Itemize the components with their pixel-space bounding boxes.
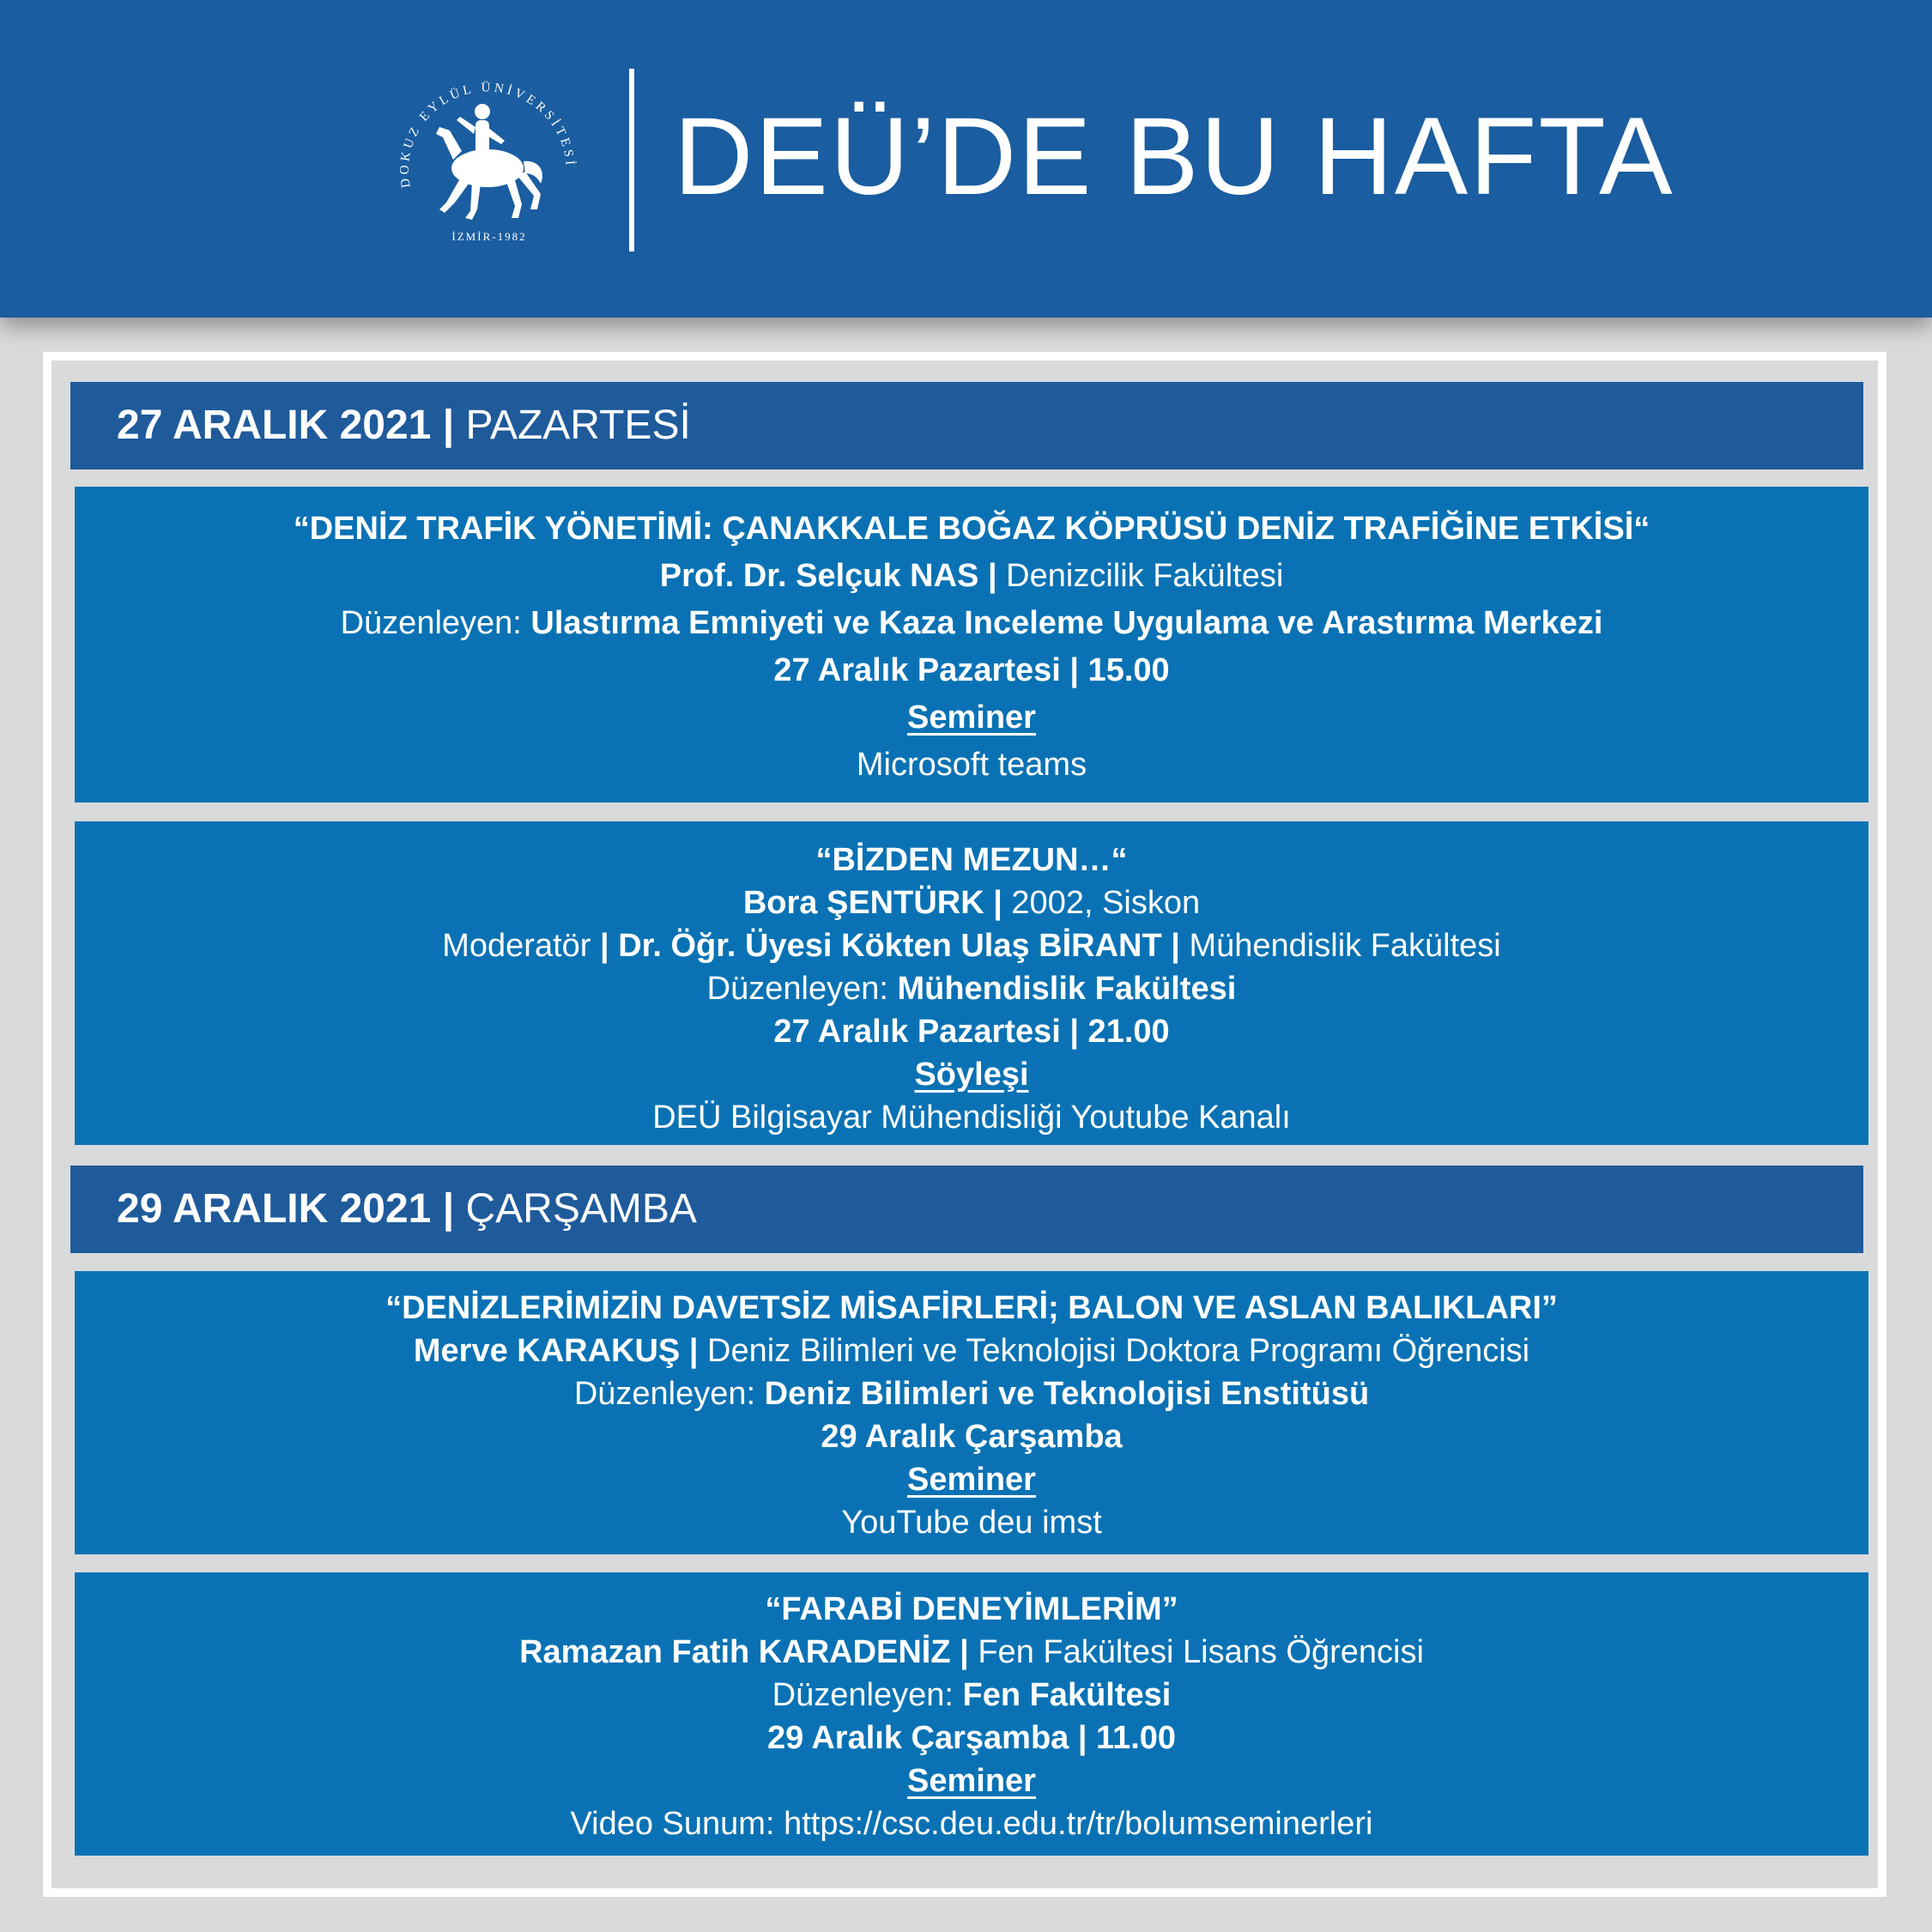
event-organizer-line — [75, 967, 1868, 1010]
logo-bottom-text: İZMİR-1982 — [451, 230, 527, 243]
event-speaker-line — [75, 553, 1868, 600]
moderator-affiliation: Mühendislik Fakültesi — [1189, 928, 1501, 964]
day-weekday: ÇARŞAMBA — [465, 1186, 697, 1232]
day-separator: | — [442, 1186, 455, 1232]
moderator-separator: | — [1171, 928, 1180, 964]
event-organizer: Ulastırma Emniyeti ve Kaza Inceleme Uygulama ve Arastırma Merkezi — [530, 605, 1603, 641]
event-speaker: Bora ŞENTÜRK — [742, 885, 984, 921]
event-organizer-line — [75, 1372, 1868, 1415]
speaker-separator: | — [688, 1333, 699, 1369]
event-affiliation: Deniz Bilimleri ve Teknolojisi Doktora Programı Öğrencisi — [707, 1333, 1530, 1369]
day-date: 27 ARALIK 2021 — [117, 403, 432, 448]
moderator-label: Moderatör — [442, 928, 591, 964]
event-moderator: Dr. Öğr. Üyesi Kökten Ulaş BİRANT — [618, 928, 1162, 964]
event-organizer: Fen Fakültesi — [962, 1677, 1172, 1713]
speaker-separator: | — [987, 558, 997, 594]
event-card — [75, 821, 1868, 1145]
event-card — [75, 1271, 1868, 1554]
speaker-separator: | — [993, 885, 1002, 921]
event-title: “BİZDEN MEZUN…“ — [815, 842, 1128, 878]
event-datetime: 27 Aralık Pazartesi | 21.00 — [773, 1014, 1170, 1050]
organizer-label: Düzenleyen: — [340, 605, 522, 641]
event-datetime: 29 Aralık Çarşamba | 11.00 — [766, 1720, 1177, 1756]
event-type: Seminer — [907, 700, 1036, 736]
logo-arc-text: DOKUZ EYLÜL ÜNİVERSİTESİ — [397, 81, 577, 189]
organizer-label: Düzenleyen: — [772, 1677, 954, 1713]
event-speaker: Prof. Dr. Selçuk NAS — [659, 558, 979, 594]
event-title: “DENİZ TRAFİK YÖNETİMİ: ÇANAKKALE BOĞAZ KÖPRÜSÜ DENİZ TRAFİĞİNE ETKİSİ“ — [293, 511, 1650, 547]
event-venue: YouTube deu imst — [841, 1505, 1102, 1541]
organizer-label: Düzenleyen: — [706, 971, 888, 1007]
event-speaker-line — [75, 1631, 1868, 1674]
horse-rider-icon — [436, 104, 542, 220]
day-separator: | — [442, 403, 455, 448]
event-speaker-line — [75, 1329, 1868, 1372]
organizer-label: Düzenleyen: — [573, 1376, 756, 1412]
event-card — [75, 1572, 1868, 1856]
event-organizer-line — [75, 600, 1868, 647]
event-moderator-line — [75, 924, 1868, 967]
university-logo — [386, 58, 592, 264]
event-venue: DEÜ Bilgisayar Mühendisliği Youtube Kanalı — [652, 1099, 1291, 1136]
event-title: “FARABİ DENEYİMLERİM” — [765, 1591, 1178, 1627]
day-weekday: PAZARTESİ — [465, 403, 691, 448]
day-date: 29 ARALIK 2021 — [117, 1186, 432, 1232]
event-speaker: Merve KARAKUŞ — [413, 1333, 681, 1369]
event-speaker: Ramazan Fatih KARADENİZ — [519, 1634, 951, 1670]
event-affiliation: Fen Fakültesi Lisans Öğrencisi — [978, 1634, 1424, 1670]
event-type: Seminer — [907, 1462, 1036, 1498]
day-header-1 — [70, 382, 1863, 469]
event-organizer: Mühendislik Fakültesi — [897, 971, 1237, 1007]
event-type: Seminer — [907, 1763, 1036, 1799]
event-speaker-line — [75, 881, 1868, 924]
event-affiliation: Denizcilik Fakültesi — [1006, 558, 1284, 594]
moderator-separator: | — [600, 928, 609, 964]
event-datetime: 29 Aralık Çarşamba — [821, 1419, 1123, 1455]
day-header-2 — [70, 1166, 1863, 1253]
event-organizer: Deniz Bilimleri ve Teknolojisi Enstitüsü — [764, 1376, 1370, 1412]
event-datetime: 27 Aralık Pazartesi | 15.00 — [773, 652, 1170, 688]
event-organizer-line — [75, 1674, 1868, 1717]
header-banner — [0, 0, 1932, 318]
event-card — [75, 487, 1868, 802]
event-affiliation: 2002, Siskon — [1011, 885, 1201, 921]
event-type: Söyleşi — [914, 1057, 1029, 1093]
event-venue: Microsoft teams — [856, 747, 1087, 783]
event-venue: Video Sunum: https://csc.deu.edu.tr/tr/bolumseminerleri — [570, 1806, 1373, 1842]
page-title: DEÜ’DE BU HAFTA — [674, 95, 1675, 218]
speaker-separator: | — [960, 1634, 969, 1670]
header-divider — [629, 69, 634, 251]
event-title: “DENİZLERİMİZİN DAVETSİZ MİSAFİRLERİ; BALON VE ASLAN BALIKLARI” — [385, 1290, 1558, 1326]
